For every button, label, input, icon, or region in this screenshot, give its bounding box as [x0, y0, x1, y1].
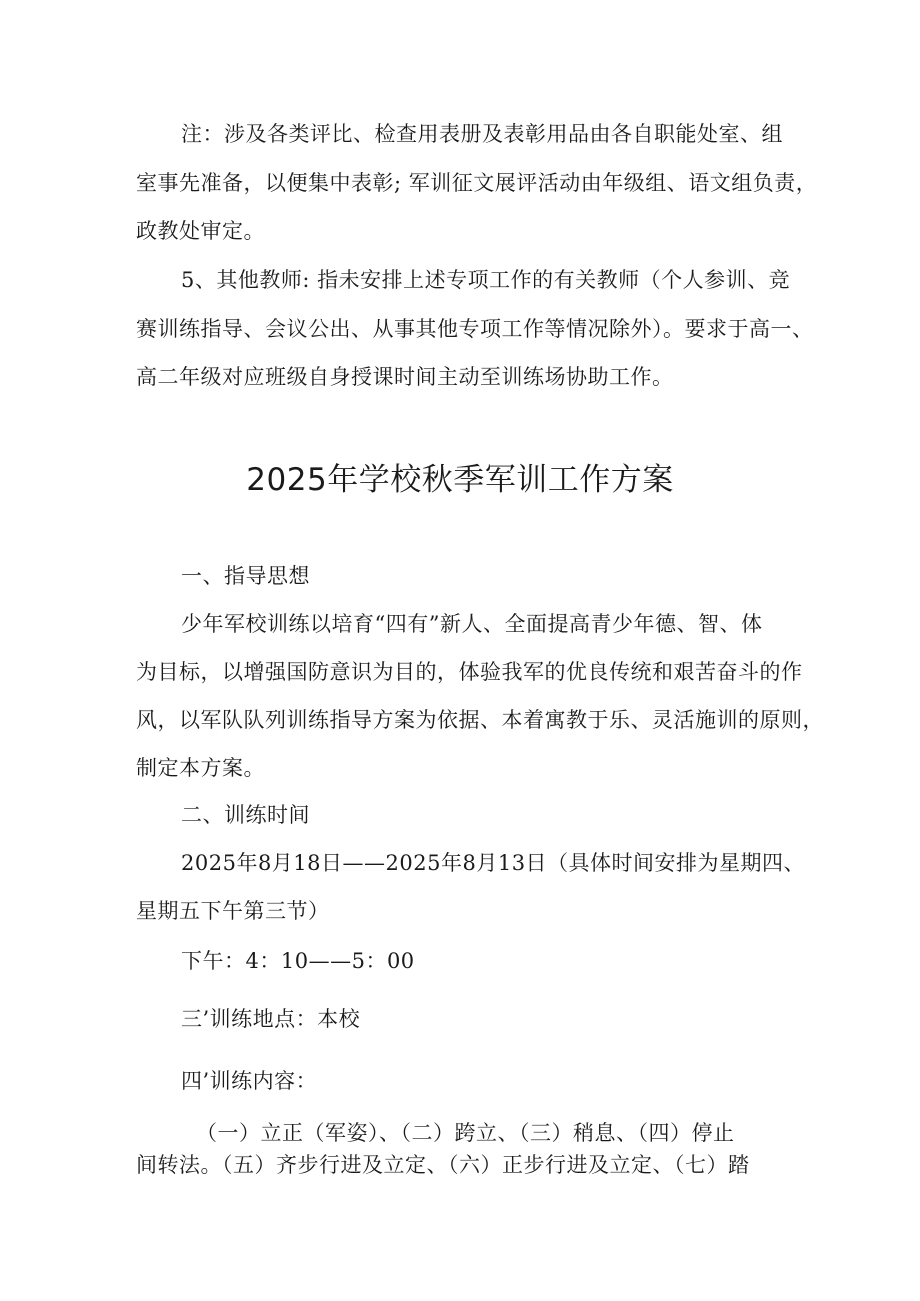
note-line-3: 政教处审定。: [136, 219, 265, 243]
section4-line-1: （一）立正（军姿）、（二）跨立、（三）稍息、（四）停止: [196, 1121, 735, 1145]
item5-line-3: 高二年级对应班级自身授课时间主动至训练场协助工作。: [136, 365, 674, 389]
section1-heading: 一、指导思想: [181, 564, 310, 588]
item5-line-1: 5、其他教师: 指未安排上述专项工作的有关教师（个人参训、竞: [181, 268, 791, 292]
section2-line-1: 2025年8月18日——2025年8月13日（具体时间安排为星期四、: [181, 851, 806, 875]
section3-heading: 三’训练地点：本校: [181, 1007, 361, 1031]
document-title: 2025年学校秋季军训工作方案: [246, 462, 674, 498]
section2-time: 下午：4：10——5：00: [181, 949, 415, 973]
section1-line-4: 制定本方案。: [136, 756, 265, 780]
section1-line-3: 风，以军队队列训练指导方案为依据、本着寓教于乐、灵活施训的原则，: [136, 708, 824, 732]
section1-line-1: 少年军校训练以培育“四有”新人、全面提高青少年德、智、体: [181, 612, 763, 636]
section2-line-2: 星期五下午第三节）: [136, 899, 330, 923]
section4-line-2: 间转法。（五）齐步行进及立定、（六）正步行进及立定、（七）踏: [136, 1153, 750, 1177]
section1-line-2: 为目标，以增强国防意识为目的，体验我军的优良传统和艰苦奋斗的作: [136, 660, 803, 684]
section4-heading: 四’训练内容：: [181, 1069, 318, 1093]
item5-line-2: 赛训练指导、会议公出、从事其他专项工作等情况除外）。要求于高一、: [136, 317, 814, 341]
note-line-2: 室事先准备，以便集中表彰; 军训征文展评活动由年级组、语文组负责，: [136, 171, 818, 195]
section2-heading: 二、训练时间: [181, 803, 310, 827]
note-line-1: 注：涉及各类评比、检查用表册及表彰用品由各自职能处室、组: [181, 122, 783, 146]
